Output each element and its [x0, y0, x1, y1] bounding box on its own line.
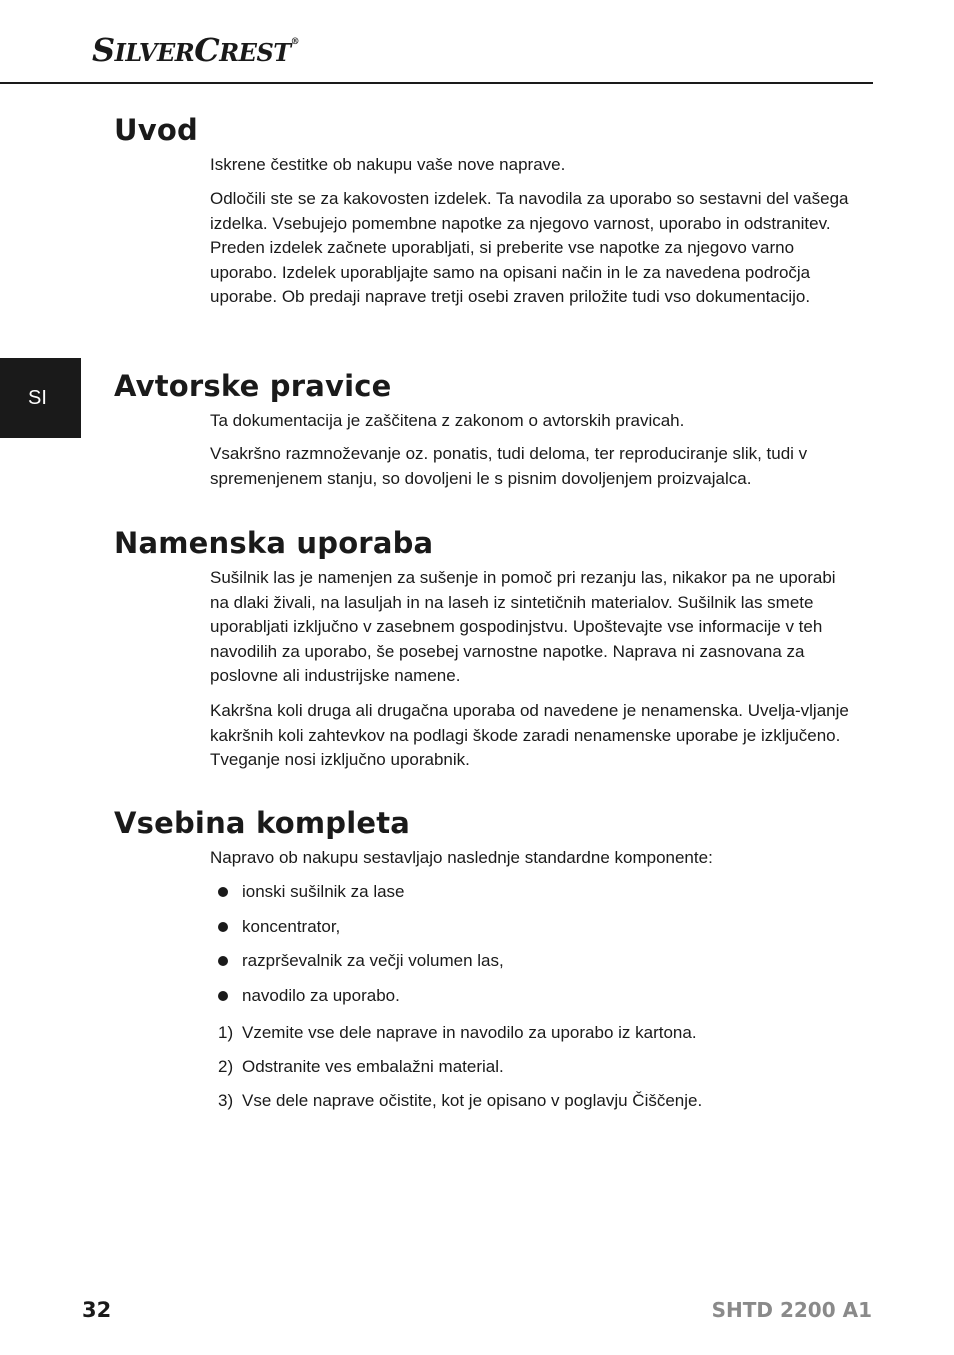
namenska-paragraph-2: Kakršna koli druga ali drugačna uporaba od navedene je nenamenska. Uvelja-vljanje kakršnih koli zahtevkov na podlagi škode zaradi nenamenske uporabe je izključeno. Tveganje nosi izključno uporabnik.	[210, 701, 849, 770]
step-item: 2) Odstranite ves embalažni material.	[218, 1057, 504, 1076]
step-item: 1) Vzemite vse dele naprave in navodilo za uporabo iz kartona.	[218, 1023, 697, 1042]
bullet-dot-icon	[218, 956, 228, 966]
namenska-paragraph-1: Sušilnik las je namenjen za sušenje in pomoč pri rezanju las, nikakor pa ne uporabi na dlaki živali, na lasuljah in na laseh iz sintetičnih materialov. Sušilnik las smete uporabljati izključno v zasebnem gospodinjstvu. Upoštevajte vse informacije v teh navodilih za uporabo, še posebej varnostne napotke. Naprava ni zasnovana za poslovne ali industrijske namene.	[210, 568, 836, 686]
avtorske-paragraph-1: Ta dokumentacija je zaščitena z zakonom o avtorskih pravicah.	[210, 411, 685, 430]
page-number: 32	[82, 1298, 112, 1322]
heading-namenska-uporaba: Namenska uporaba	[114, 526, 434, 560]
bullet-dot-icon	[218, 922, 228, 932]
header-rule	[0, 82, 873, 84]
language-tab: SI	[0, 358, 81, 438]
heading-vsebina-kompleta: Vsebina kompleta	[114, 806, 411, 840]
avtorske-paragraph-2: Vsakršno razmnoževanje oz. ponatis, tudi deloma, ter reproduciranje slik, tudi v spremenjenem stanju, so dovoljeni le s pisnim dovoljenjem proizvajalca.	[210, 444, 808, 488]
bullet-dot-icon	[218, 887, 228, 897]
bullet-dot-icon	[218, 991, 228, 1001]
model-number: SHTD 2200 A1	[711, 1298, 872, 1322]
heading-avtorske-pravice: Avtorske pravice	[114, 369, 392, 403]
brand-logo: SILVERCREST®	[92, 31, 300, 69]
uvod-paragraph-2: Odločili ste se za kakovosten izdelek. Ta navodila za uporabo so sestavni del vašega izdelka. Vsebujejo pomembne napotke za njegovo varnost, uporabo in odstranitev. Preden izdelek začnete uporabljati, si preberite vse napotke za njegovo varno uporabo. Izdelek uporabljajte samo na opisani način in le za navedena področja uporabe. Ob predaji naprave tretji osebi zraven priložite tudi vso dokumentacijo.	[210, 189, 849, 307]
vsebina-intro: Napravo ob nakupu sestavljajo naslednje standardne komponente:	[210, 848, 713, 867]
step-item: 3) Vse dele naprave očistite, kot je opisano v poglavju Čiščenje.	[218, 1091, 703, 1110]
heading-uvod: Uvod	[114, 113, 198, 147]
uvod-paragraph-1: Iskrene čestitke ob nakupu vaše nove naprave.	[210, 155, 566, 174]
